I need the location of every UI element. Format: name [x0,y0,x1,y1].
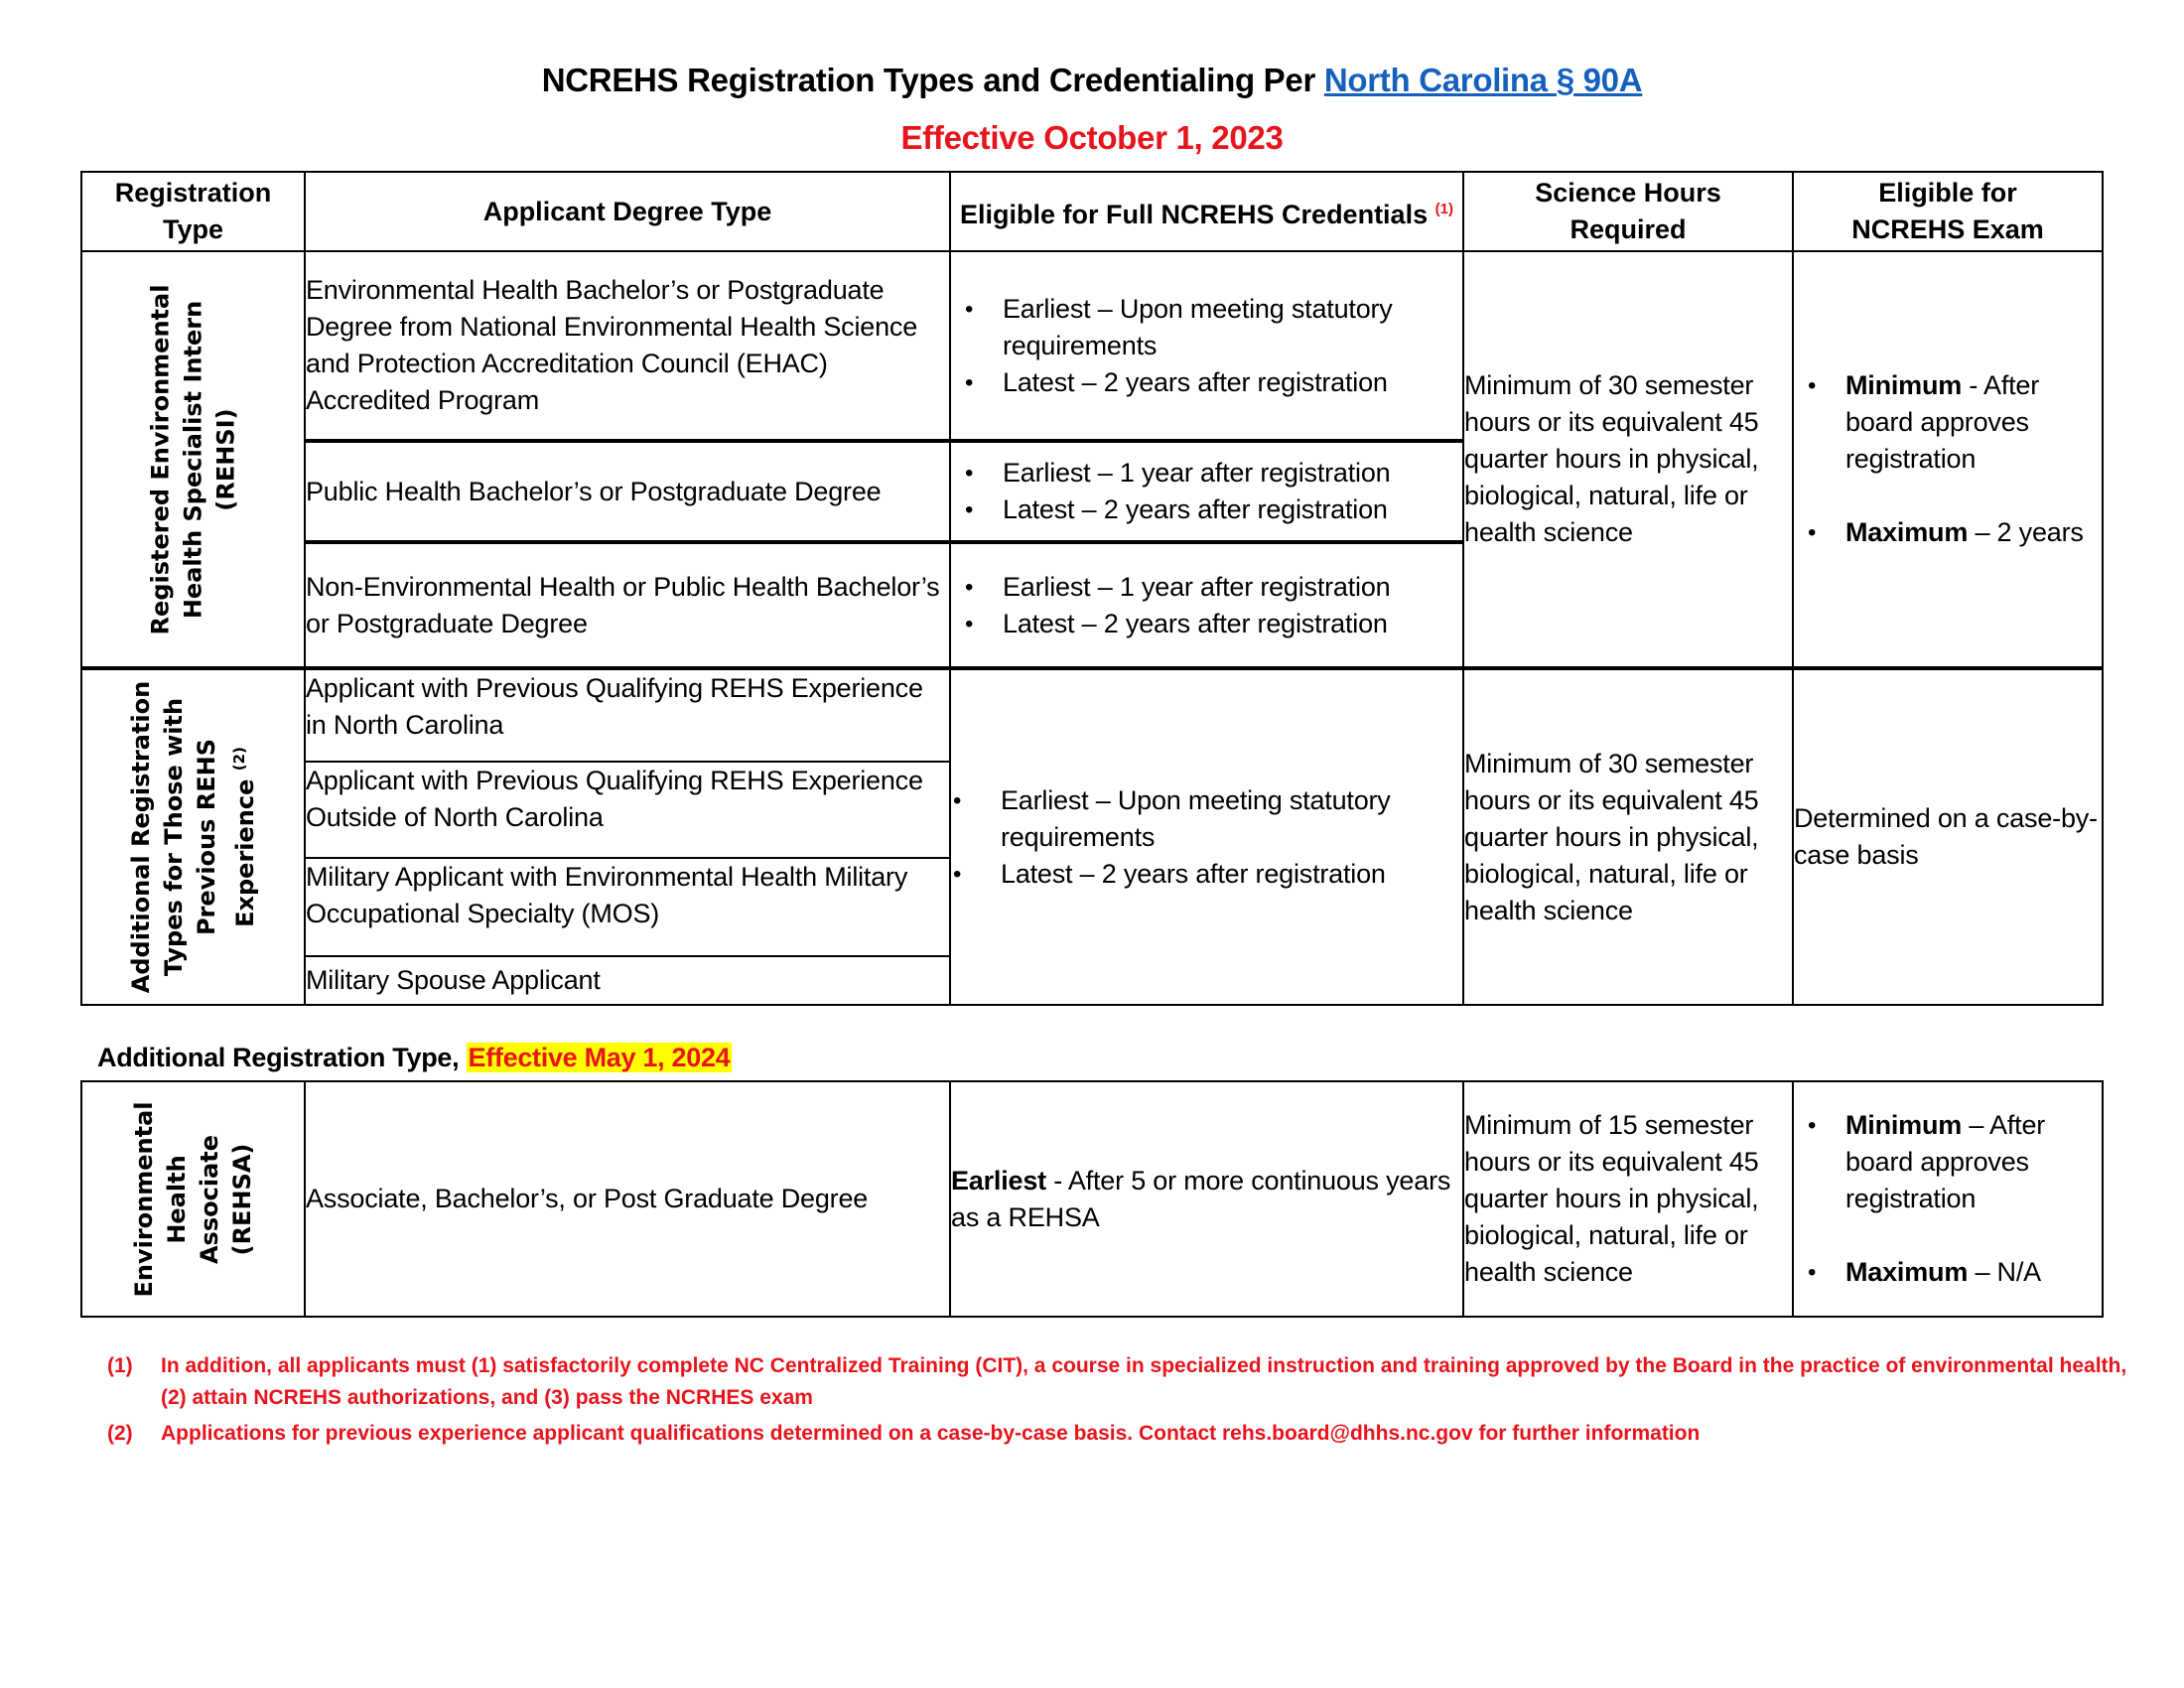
rehsi-label [144,284,242,634]
science-hours-cell: Minimum of 30 semester hours or its equivalent 45 quarter hours in physical, biological, natural, life or health science [1463,251,1793,668]
rehsi-label-line: Registered Environmental [146,284,174,634]
table-row [81,251,2103,441]
credential-item: • Latest – 2 years after registration [1003,492,1462,528]
registration-type-additional [81,668,305,1005]
document-title [0,62,2184,99]
exam-item [1845,1107,2102,1217]
degree-cell: Applicant with Previous Qualifying REHS Experience in North Carolina [305,668,950,762]
additional-type-label [97,1043,732,1073]
credential-item: • Earliest – Upon meeting statutory requirements [1001,782,1462,856]
degree-cell: Associate, Bachelor’s, or Post Graduate Degree [305,1081,950,1317]
header-science-hours: Science Hours Required [1463,172,1793,251]
additional-label-line: Types for Those with [159,697,188,977]
credential-item: • Latest – 2 years after registration [1003,364,1462,401]
rehsa-label-line: Associate [195,1134,223,1264]
exam-item [1845,1254,2102,1291]
header-registration-type: Registration Type [81,172,305,251]
credentials-cell [950,1081,1463,1317]
credential-item: • Earliest – Upon meeting statutory requirements [1003,291,1462,364]
table-row [81,668,2103,762]
header-eligible-exam: Eligible for NCREHS Exam [1793,172,2103,251]
credentials-text: - After 5 or more continuous years as a REHSA [951,1165,1451,1232]
rehsa-label-line: Environmental [129,1100,158,1298]
footnote-text: In addition, all applicants must (1) satisfactorily complete NC Centralized Training (CIT), a course in specialized instruction and training approved by the Board in the practice of environmental health, (2) attain NCREHS authorizations, and (3) pass the NCRHES exam [161,1354,2127,1409]
additional-label-line: Additional Registration [126,680,155,994]
header-degree-type: Applicant Degree Type [305,172,950,251]
exam-item-text: – N/A [1968,1257,2041,1287]
footnote-ref-1: (1) [1434,200,1453,217]
table-row [81,1081,2103,1317]
science-hours-cell: Minimum of 30 semester hours or its equivalent 45 quarter hours in physical, biological, natural, life or health science [1463,668,1793,1005]
degree-cell: Non-Environmental Health or Public Health Bachelor’s or Postgraduate Degree [305,542,950,668]
additional-type-label-text: Additional Registration Type, [97,1043,467,1072]
exam-cell [1793,251,2103,668]
additional-label-line: Previous REHS [192,738,220,936]
credential-item: • Earliest – 1 year after registration [1003,569,1462,606]
rehsa-table [80,1080,2104,1318]
title-prefix: NCREHS Registration Types and Credentialing Per [541,62,1324,98]
registration-type-rehsi [81,251,305,668]
credential-item: • Latest – 2 years after registration [1003,606,1462,642]
degree-cell: Applicant with Previous Qualifying REHS Experience Outside of North Carolina [305,762,950,858]
degree-cell: Environmental Health Bachelor’s or Postgraduate Degree from National Environmental Health Science and Protection Accreditation Council (EHAC) Accredited Program [305,251,950,441]
credentials-cell [950,251,1463,441]
degree-cell: Public Health Bachelor’s or Postgraduate Degree [305,441,950,542]
exam-item-label: Maximum [1845,1257,1969,1287]
credential-item: • Earliest – 1 year after registration [1003,455,1462,492]
exam-item-text: – 2 years [1968,517,2084,547]
rehsa-label-line: Health [162,1154,191,1244]
exam-item-label: Minimum [1845,1110,1963,1140]
registration-type-rehsa [81,1081,305,1317]
footnote-number: (1) [107,1354,133,1377]
credential-item: • Latest – 2 years after registration [1001,856,1462,893]
exam-item-text: - After board approves registration [1845,370,2040,474]
footnote-number: (2) [107,1422,133,1445]
credentials-cell [950,542,1463,668]
exam-cell: Determined on a case-by-case basis [1793,668,2103,1005]
credentials-cell [950,668,1463,1005]
registration-table [80,171,2104,1006]
rehsa-label [128,1101,259,1297]
header-eligible-full [950,172,1463,251]
degree-cell: Military Spouse Applicant [305,956,950,1005]
exam-item-text: – After board approves registration [1845,1110,2046,1213]
credentials-label: Earliest [951,1165,1046,1196]
exam-item-label: Minimum [1845,370,1963,400]
exam-cell [1793,1081,2103,1317]
additional-label-line [223,681,262,993]
effective-date: Effective October 1, 2023 [900,119,1284,156]
footnote-text: Applications for previous experience applicant qualifications determined on a case-by-case basis. Contact rehs.board@dhhs.nc.gov for further information [161,1422,1701,1445]
footnote-1 [107,1350,2132,1414]
additional-label [125,681,262,993]
statute-link[interactable]: North Carolina § 90A [1323,62,1643,98]
exam-item [1845,514,2102,551]
header-eligible-full-label: Eligible for Full NCREHS Credentials [960,199,1429,229]
degree-cell: Military Applicant with Environmental Health Military Occupational Specialty (MOS) [305,858,950,956]
credentials-cell [950,441,1463,542]
footnote-2 [107,1418,2132,1450]
science-hours-cell: Minimum of 15 semester hours or its equivalent 45 quarter hours in physical, biological, natural, life or health science [1463,1081,1793,1317]
table-header-row [81,172,2103,251]
rehsi-label-line: (REHSI) [211,407,239,511]
effective-2024-badge: Effective May 1, 2024 [468,1043,731,1072]
exam-item [1845,367,2102,478]
rehsa-label-line: (REHSA) [227,1143,256,1255]
additional-label-text: Experience [230,778,259,927]
footnote-ref-2: (2) [229,747,248,772]
exam-item-label: Maximum [1845,517,1969,547]
rehsi-label-line: Health Specialist Intern [179,300,206,619]
